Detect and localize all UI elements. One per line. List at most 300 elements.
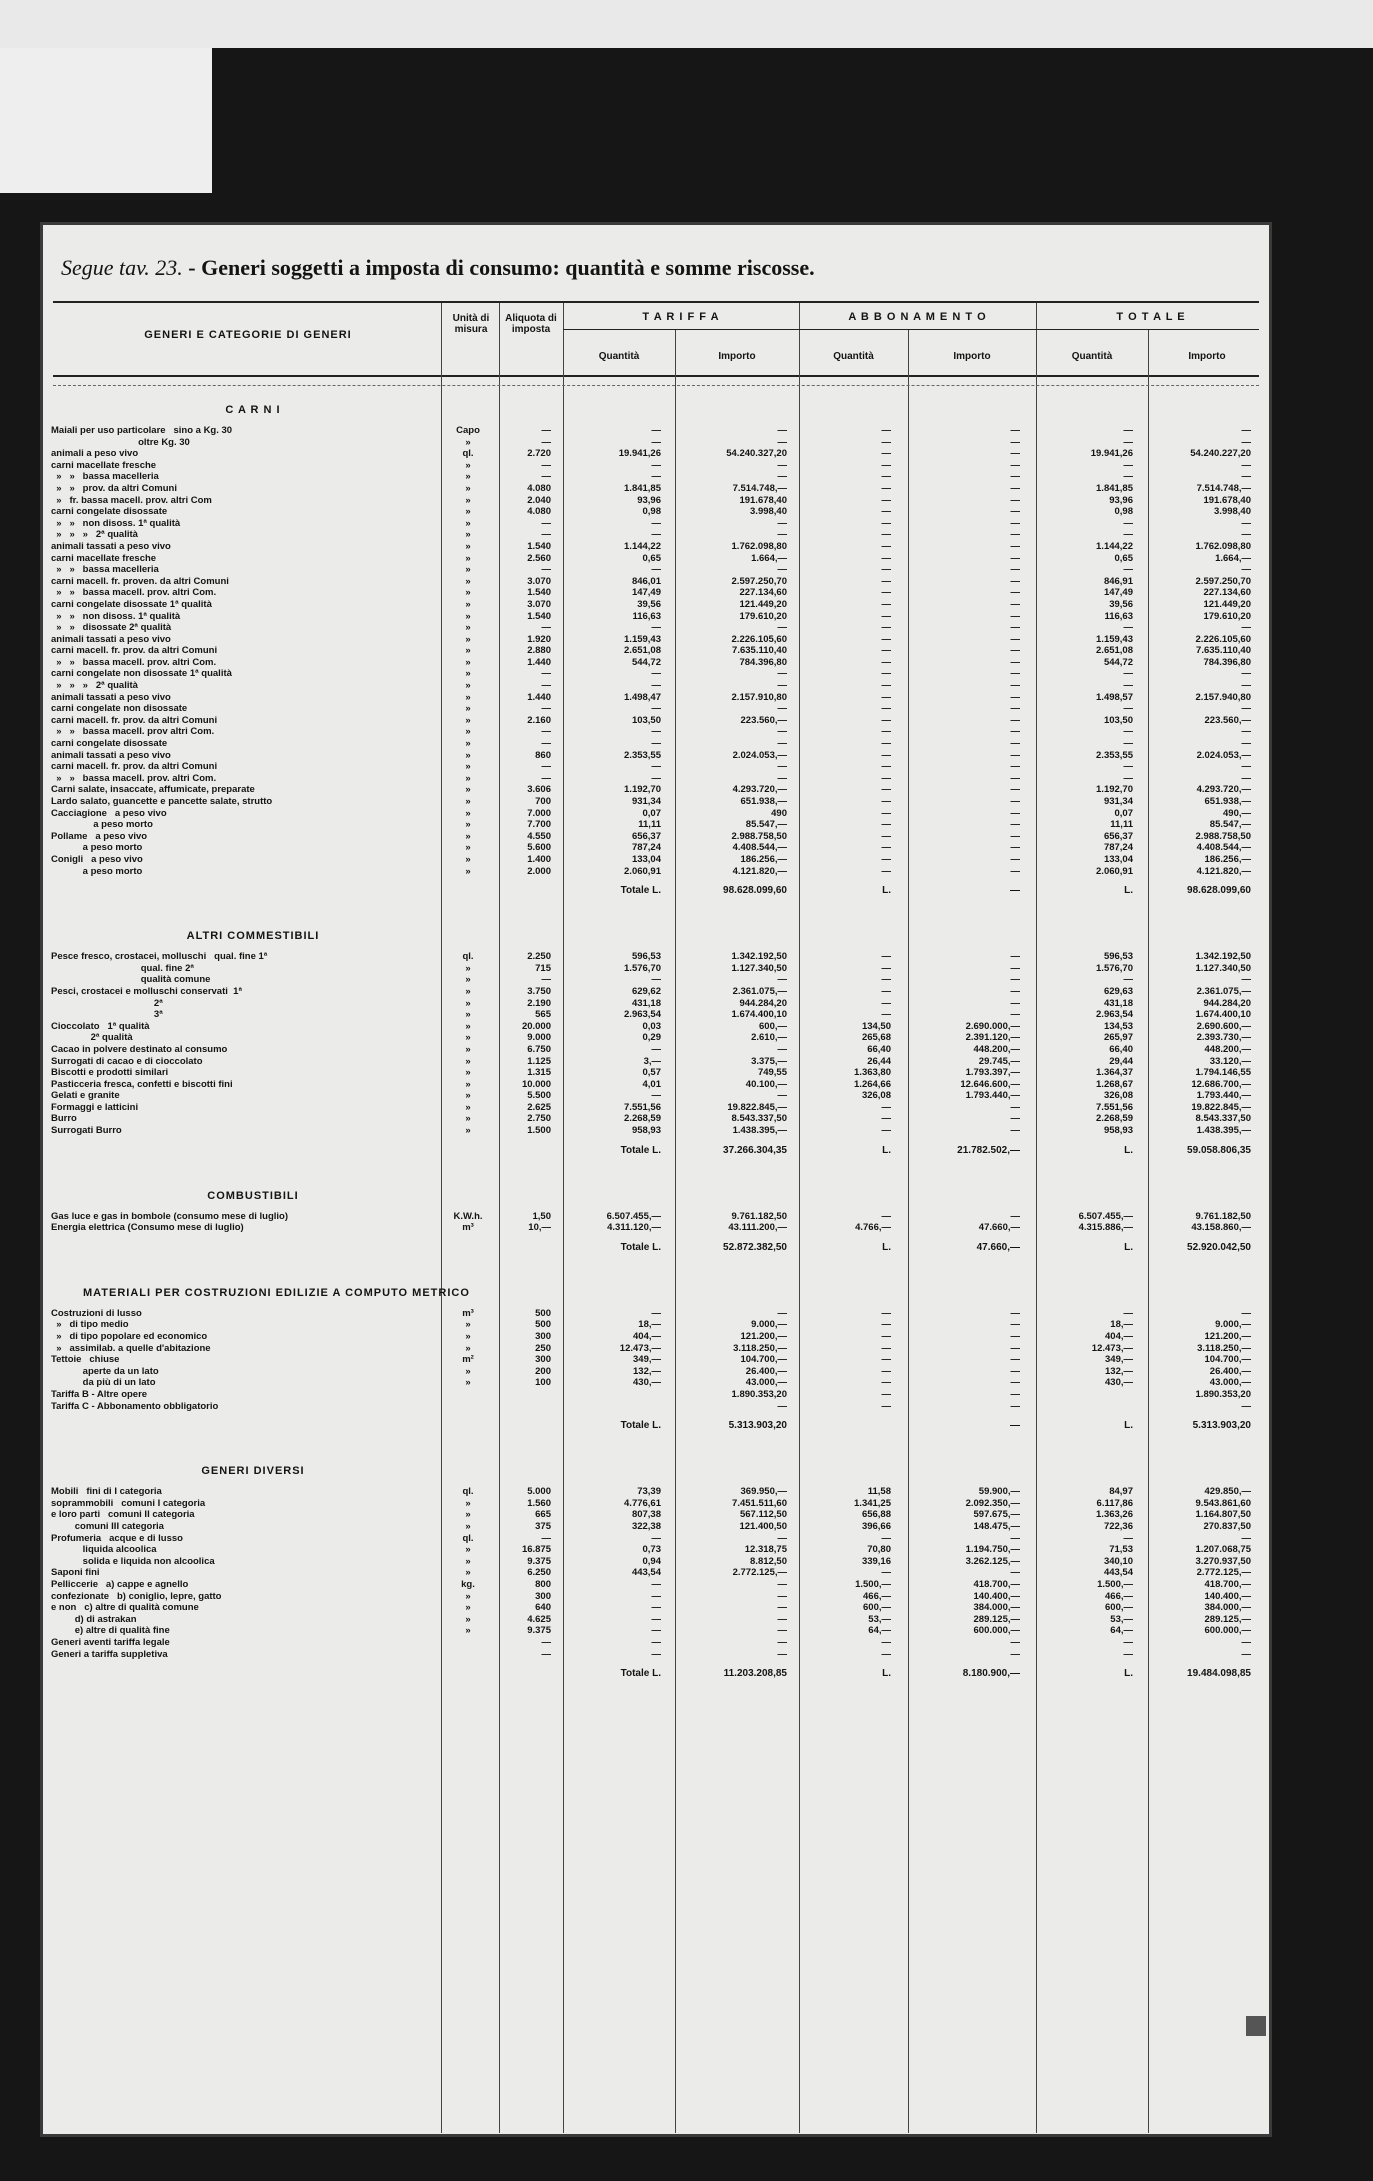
row-unit: »: [465, 1520, 471, 1532]
row-totale-quantita: 71,53: [1109, 1544, 1133, 1556]
row-totale-quantita: 349,—: [1105, 1354, 1133, 1366]
row-abbonamento-quantita: —: [881, 1113, 891, 1125]
row-tariffa-quantita: —: [651, 1648, 661, 1660]
table-row: [43, 796, 1269, 808]
row-abbonamento-importo: 140.400,—: [973, 1590, 1020, 1602]
row-abbonamento-importo: —: [1010, 680, 1020, 692]
table-row: [43, 587, 1269, 599]
row-totale-importo: 19.822.845,—: [1191, 1101, 1251, 1113]
table-row: [43, 1567, 1269, 1579]
row-totale-importo: 223.560,—: [1204, 714, 1251, 726]
row-abbonamento-quantita: —: [881, 436, 891, 448]
section-title: C A R N I: [225, 404, 281, 416]
row-abbonamento-quantita: —: [881, 962, 891, 974]
row-label: » » bassa macell. prov. altri Com.: [51, 656, 217, 668]
row-totale-importo: —: [1241, 529, 1251, 541]
row-totale-quantita: —: [1123, 772, 1133, 784]
row-tariffa-importo: —: [777, 668, 787, 680]
row-abbonamento-importo: —: [1010, 784, 1020, 796]
row-totale-importo: —: [1241, 738, 1251, 750]
row-label: Gelati e granite: [51, 1090, 120, 1102]
row-aliquota: 9.375: [527, 1555, 551, 1567]
row-totale-importo: 1.890.353,20: [1195, 1389, 1251, 1400]
row-tariffa-quantita: —: [651, 668, 661, 680]
row-totale-importo: 3.118.250,—: [1197, 1342, 1251, 1354]
row-totale-quantita: 1.268,67: [1096, 1078, 1133, 1090]
table-row: [43, 808, 1269, 820]
row-aliquota: 640: [535, 1602, 551, 1614]
row-label: Surrogati Burro: [51, 1125, 122, 1137]
total-abbonamento-importo: 8.180.900,—: [962, 1668, 1020, 1680]
row-aliquota: 500: [535, 1307, 551, 1319]
row-unit: »: [465, 1009, 471, 1021]
table-row: [43, 495, 1269, 507]
row-totale-importo: 227.134,60: [1203, 587, 1251, 599]
row-totale-quantita: —: [1123, 564, 1133, 576]
row-abbonamento-importo: —: [1010, 997, 1020, 1009]
row-tariffa-quantita: 404,—: [633, 1331, 661, 1343]
row-abbonamento-importo: —: [1010, 1365, 1020, 1377]
row-totale-quantita: 1.192,70: [1096, 784, 1133, 796]
table-row: [43, 645, 1269, 657]
row-abbonamento-quantita: —: [881, 1342, 891, 1354]
row-abbonamento-importo: —: [1010, 633, 1020, 645]
table-row: [43, 599, 1269, 611]
row-abbonamento-importo: —: [1010, 1342, 1020, 1354]
row-abbonamento-importo: 29.745,—: [978, 1055, 1020, 1067]
total-label: Totale L.: [620, 1420, 661, 1432]
table-row: [43, 963, 1269, 975]
row-tariffa-importo: —: [777, 1648, 787, 1660]
row-totale-quantita: —: [1123, 668, 1133, 680]
row-abbonamento-importo: —: [1010, 951, 1020, 963]
row-totale-quantita: 265,97: [1103, 1032, 1133, 1044]
table-row: [43, 1090, 1269, 1102]
table-row: [43, 819, 1269, 831]
section-title: ALTRI COMMESTIBILI: [186, 930, 320, 943]
section-spacer: [43, 1262, 1269, 1278]
row-tariffa-quantita: 431,18: [631, 997, 661, 1009]
row-unit: »: [465, 668, 471, 680]
row-label: Tariffa B - Altre opere: [51, 1389, 148, 1400]
row-totale-importo: —: [1241, 974, 1251, 986]
row-totale-quantita: —: [1123, 1307, 1133, 1319]
row-totale-quantita: 12.473,—: [1091, 1342, 1133, 1354]
row-tariffa-importo: 7.514.748,—: [732, 482, 787, 494]
table-row: [43, 761, 1269, 773]
row-abbonamento-quantita: 53,—: [868, 1613, 891, 1625]
row-abbonamento-quantita: —: [881, 506, 891, 518]
table-row: [43, 692, 1269, 704]
row-totale-quantita: 93,96: [1109, 494, 1133, 506]
row-abbonamento-quantita: —: [881, 622, 891, 634]
row-tariffa-quantita: —: [651, 738, 661, 750]
table-row: [43, 866, 1269, 878]
row-abbonamento-importo: —: [1010, 587, 1020, 599]
row-tariffa-importo: 26.400,—: [745, 1365, 787, 1377]
table-row: [43, 703, 1269, 715]
table-row: [43, 951, 1269, 963]
row-tariffa-quantita: 103,50: [631, 714, 661, 726]
total-abbonamento-prefix: L.: [882, 1668, 891, 1680]
row-unit: »: [465, 962, 471, 974]
row-abbonamento-importo: —: [1010, 668, 1020, 680]
row-label: » » bassa macell. prov. altri Com.: [51, 772, 217, 784]
row-tariffa-importo: —: [777, 517, 787, 529]
row-abbonamento-quantita: —: [881, 575, 891, 587]
row-unit: »: [465, 1377, 471, 1389]
row-aliquota: 2.720: [527, 448, 551, 460]
row-abbonamento-importo: 47.660,—: [978, 1222, 1020, 1234]
row-unit: »: [465, 1497, 471, 1509]
row-tariffa-importo: 9.000,—: [751, 1319, 787, 1331]
row-tariffa-importo: 121.200,—: [740, 1331, 787, 1343]
row-totale-quantita: —: [1123, 425, 1133, 436]
row-abbonamento-importo: —: [1010, 610, 1020, 622]
row-abbonamento-importo: —: [1010, 714, 1020, 726]
row-tariffa-importo: 2.988.758,50: [731, 830, 787, 842]
row-unit: »: [465, 1365, 471, 1377]
row-totale-importo: 2.988.758,50: [1195, 830, 1251, 842]
total-label: Totale L.: [620, 1241, 661, 1253]
row-abbonamento-quantita: —: [881, 1319, 891, 1331]
row-tariffa-quantita: 349,—: [633, 1354, 661, 1366]
row-abbonamento-quantita: 66,40: [867, 1043, 891, 1055]
row-totale-importo: —: [1241, 1307, 1251, 1319]
table-row: [43, 1486, 1269, 1498]
row-unit: »: [465, 645, 471, 657]
row-tariffa-quantita: 2.060,91: [624, 865, 661, 877]
sub-quantita: Quantità: [1071, 351, 1113, 362]
row-tariffa-importo: 4.408.544,—: [732, 842, 787, 854]
row-unit: »: [465, 1342, 471, 1354]
row-tariffa-importo: —: [777, 1613, 787, 1625]
table-row: [43, 1579, 1269, 1591]
table-row: [43, 576, 1269, 588]
row-aliquota: 700: [535, 796, 551, 807]
row-tariffa-quantita: 0,03: [642, 1020, 661, 1032]
row-unit: »: [465, 1067, 471, 1079]
row-tariffa-quantita: —: [651, 680, 661, 692]
row-totale-importo: —: [1241, 1636, 1251, 1648]
row-totale-quantita: 39,56: [1109, 598, 1133, 610]
sub-quantita: Quantità: [598, 351, 640, 362]
row-unit: »: [465, 598, 471, 610]
row-label: animali tassati a peso vivo: [51, 633, 171, 645]
row-totale-importo: 179.610,20: [1203, 610, 1251, 622]
row-totale-importo: 3.998,40: [1214, 506, 1251, 518]
row-totale-importo: 429.850,—: [1204, 1486, 1251, 1498]
row-aliquota: 1.540: [527, 610, 551, 622]
table-row: [43, 738, 1269, 750]
row-unit: ql.: [462, 1486, 474, 1498]
row-totale-quantita: 430,—: [1105, 1377, 1133, 1389]
row-totale-importo: 186.256,—: [1204, 853, 1251, 865]
row-abbonamento-quantita: —: [881, 552, 891, 564]
row-label: Carni salate, insaccate, affumicate, preparate: [51, 784, 255, 796]
row-abbonamento-quantita: —: [881, 1567, 891, 1579]
row-abbonamento-quantita: 265,68: [861, 1032, 891, 1044]
row-unit: »: [465, 1032, 471, 1044]
row-abbonamento-importo: 3.262.125,—: [965, 1555, 1020, 1567]
row-tariffa-importo: 223.560,—: [740, 714, 787, 726]
row-totale-importo: 121.200,—: [1204, 1331, 1251, 1343]
row-tariffa-quantita: 958,93: [631, 1125, 661, 1137]
row-aliquota: —: [541, 436, 551, 448]
section-total-row: [43, 1234, 1269, 1262]
row-unit: ql.: [462, 448, 474, 460]
row-label: carni macellate fresche: [51, 552, 157, 564]
row-label: » » bassa macelleria: [51, 564, 159, 576]
row-tariffa-importo: 85.547,—: [745, 819, 787, 831]
row-abbonamento-quantita: —: [881, 1400, 891, 1412]
row-totale-quantita: 132,—: [1105, 1365, 1133, 1377]
row-totale-importo: 43.000,—: [1209, 1377, 1251, 1389]
row-totale-quantita: 0,07: [1114, 807, 1133, 819]
row-tariffa-quantita: —: [651, 1307, 661, 1319]
row-abbonamento-quantita: —: [881, 784, 891, 796]
row-label: » » disossate 2ª qualità: [51, 622, 172, 634]
row-unit: »: [465, 819, 471, 831]
section-title: COMBUSTIBILI: [207, 1189, 299, 1202]
row-abbonamento-importo: —: [1010, 1113, 1020, 1125]
row-abbonamento-importo: —: [1010, 645, 1020, 657]
table-row: [43, 1331, 1269, 1343]
row-tariffa-importo: 7.635.110,40: [732, 645, 787, 657]
row-label: da più di un lato: [51, 1377, 156, 1389]
row-abbonamento-importo: —: [1010, 425, 1020, 436]
header-generi: GENERI E CATEGORIE DI GENERI: [144, 329, 352, 341]
row-aliquota: —: [541, 1532, 551, 1544]
row-abbonamento-quantita: —: [881, 668, 891, 680]
row-abbonamento-quantita: —: [881, 1365, 891, 1377]
row-abbonamento-quantita: 656,88: [861, 1509, 891, 1521]
row-label: aperte da un lato: [51, 1365, 159, 1377]
section-spacer: [43, 1688, 1269, 1704]
row-tariffa-quantita: —: [651, 1613, 661, 1625]
row-totale-quantita: —: [1123, 622, 1133, 634]
sub-quantita: Quantità: [833, 351, 874, 362]
row-label: qualità comune: [51, 974, 211, 986]
row-aliquota: 1.440: [527, 691, 551, 703]
row-abbonamento-quantita: —: [881, 645, 891, 657]
total-label: Totale L.: [620, 1668, 661, 1680]
row-aliquota: 3.070: [527, 575, 551, 587]
row-label: liquida alcoolica: [51, 1544, 157, 1556]
row-unit: »: [465, 633, 471, 645]
row-aliquota: 1.125: [527, 1055, 551, 1067]
total-abbonamento-importo: 47.660,—: [976, 1241, 1020, 1253]
row-aliquota: 250: [535, 1342, 551, 1354]
row-abbonamento-quantita: —: [881, 997, 891, 1009]
row-abbonamento-quantita: —: [881, 749, 891, 761]
header-mid-rule: [563, 329, 1259, 330]
row-unit: »: [465, 853, 471, 865]
row-unit: »: [465, 985, 471, 997]
row-abbonamento-quantita: 326,08: [861, 1090, 891, 1102]
row-totale-importo: 2.690.600,—: [1196, 1020, 1251, 1032]
total-importo: 52.920.042,50: [1187, 1241, 1251, 1253]
row-unit: »: [465, 1567, 471, 1579]
row-tariffa-importo: —: [777, 1590, 787, 1602]
row-label: a peso morto: [51, 842, 143, 854]
row-unit: »: [465, 1331, 471, 1343]
row-aliquota: 1.560: [527, 1497, 551, 1509]
row-tariffa-importo: —: [777, 1636, 787, 1648]
row-aliquota: —: [541, 726, 551, 738]
row-totale-importo: 1.664,—: [1215, 552, 1251, 564]
row-tariffa-quantita: 2.651,08: [624, 645, 661, 657]
row-label: » » non disoss. 1ª qualità: [51, 517, 181, 529]
row-tariffa-quantita: —: [651, 1532, 661, 1544]
row-aliquota: 2.250: [527, 951, 551, 963]
row-abbonamento-quantita: —: [881, 494, 891, 506]
row-tariffa-importo: —: [777, 680, 787, 692]
row-label: e) altre di qualità fine: [51, 1625, 170, 1637]
row-abbonamento-quantita: —: [881, 738, 891, 750]
row-unit: »: [465, 738, 471, 750]
row-label: » » » 2ª qualità: [51, 680, 138, 692]
table-row: [43, 680, 1269, 692]
row-abbonamento-quantita: —: [881, 471, 891, 483]
row-totale-quantita: 0,98: [1114, 506, 1133, 518]
row-abbonamento-importo: —: [1010, 1125, 1020, 1137]
row-totale-importo: 1.438.395,—: [1196, 1125, 1251, 1137]
row-totale-importo: 3.270.937,50: [1195, 1555, 1251, 1567]
row-tariffa-importo: 19.822.845,—: [727, 1101, 787, 1113]
row-tariffa-importo: 2.024.053,—: [732, 749, 787, 761]
row-aliquota: —: [541, 738, 551, 750]
row-tariffa-quantita: 73,39: [637, 1486, 661, 1498]
row-tariffa-importo: —: [777, 1532, 787, 1544]
row-tariffa-quantita: 430,—: [633, 1377, 661, 1389]
row-totale-quantita: 1.144,22: [1096, 540, 1133, 552]
row-unit: »: [465, 842, 471, 854]
row-aliquota: 1,50: [532, 1210, 551, 1222]
row-totale-importo: 944.284,20: [1203, 997, 1251, 1009]
row-label: Biscotti e prodotti similari: [51, 1067, 169, 1079]
row-aliquota: 4.080: [527, 482, 551, 494]
row-tariffa-quantita: 147,49: [631, 587, 661, 599]
total-prefix: L.: [1124, 1420, 1133, 1432]
row-label: animali tassati a peso vivo: [51, 691, 171, 703]
row-label: Tariffa C - Abbonamento obbligatorio: [51, 1400, 219, 1412]
row-abbonamento-quantita: —: [881, 1377, 891, 1389]
row-totale-importo: 4.408.544,—: [1196, 842, 1251, 854]
total-prefix: L.: [1124, 885, 1133, 897]
row-label: » » bassa macell. prov. altri Com.: [51, 587, 217, 599]
row-tariffa-importo: 1.438.395,—: [732, 1125, 787, 1137]
row-label: Formaggi e latticini: [51, 1101, 139, 1113]
table-row: [43, 553, 1269, 565]
row-tariffa-quantita: —: [651, 471, 661, 483]
row-totale-importo: 289.125,—: [1204, 1613, 1251, 1625]
row-totale-importo: 4.293.720,—: [1196, 784, 1251, 796]
row-totale-quantita: 2.651,08: [1096, 645, 1133, 657]
row-totale-importo: 191.678,40: [1203, 494, 1251, 506]
table-row: [43, 622, 1269, 634]
row-totale-importo: 1.164.807,50: [1195, 1509, 1251, 1521]
row-label: » » non disoss. 1ª qualità: [51, 610, 181, 622]
row-abbonamento-importo: —: [1010, 974, 1020, 986]
row-tariffa-importo: —: [777, 459, 787, 471]
row-totale-quantita: —: [1123, 761, 1133, 773]
row-tariffa-importo: 43.111.200,—: [728, 1222, 787, 1234]
row-label: animali tassati a peso vivo: [51, 749, 171, 761]
row-label: carni macell. fr. proven. da altri Comuni: [51, 575, 229, 587]
row-abbonamento-importo: —: [1010, 1532, 1020, 1544]
row-label: carni macell. fr. prov. da altri Comuni: [51, 645, 218, 657]
row-totale-quantita: 134,53: [1103, 1020, 1133, 1032]
row-label: Energia elettrica (Consumo mese di luglio): [51, 1222, 244, 1234]
row-aliquota: —: [541, 703, 551, 715]
row-tariffa-quantita: —: [651, 1625, 661, 1637]
row-unit: »: [465, 1625, 471, 1637]
row-tariffa-quantita: 2.268,59: [624, 1113, 661, 1125]
row-abbonamento-quantita: —: [881, 529, 891, 541]
row-abbonamento-importo: —: [1010, 1210, 1020, 1222]
row-unit: »: [465, 1020, 471, 1032]
row-tariffa-quantita: 0,73: [642, 1544, 661, 1556]
row-totale-quantita: —: [1123, 529, 1133, 541]
row-aliquota: 1.315: [527, 1067, 551, 1079]
row-tariffa-importo: —: [777, 425, 787, 436]
row-totale-quantita: —: [1123, 459, 1133, 471]
row-label: Tettoie chiuse: [51, 1354, 120, 1366]
row-unit: kg.: [461, 1578, 475, 1590]
row-tariffa-quantita: 18,—: [638, 1319, 661, 1331]
row-label: Maiali per uso particolare sino a Kg. 30: [51, 425, 233, 436]
row-unit: Capo: [456, 425, 480, 436]
row-aliquota: —: [541, 761, 551, 773]
row-totale-importo: —: [1241, 564, 1251, 576]
row-unit: »: [465, 784, 471, 796]
row-aliquota: —: [541, 564, 551, 576]
row-tariffa-importo: —: [777, 1307, 787, 1319]
table-row: [43, 1509, 1269, 1521]
row-tariffa-quantita: 1.498,47: [624, 691, 661, 703]
row-totale-importo: —: [1241, 1532, 1251, 1544]
row-totale-importo: 140.400,—: [1204, 1590, 1251, 1602]
row-totale-quantita: 7.551,56: [1096, 1101, 1133, 1113]
row-abbonamento-importo: —: [1010, 962, 1020, 974]
row-tariffa-quantita: —: [651, 529, 661, 541]
table-row: [43, 1354, 1269, 1366]
row-unit: »: [465, 459, 471, 471]
row-label: oltre Kg. 30: [51, 436, 190, 448]
table-row: [43, 854, 1269, 866]
row-abbonamento-importo: —: [1010, 691, 1020, 703]
row-abbonamento-importo: —: [1010, 1009, 1020, 1021]
total-tariffa-importo: 11.203.208,85: [723, 1668, 787, 1680]
row-tariffa-importo: 944.284,20: [739, 997, 787, 1009]
row-totale-quantita: 722,36: [1103, 1520, 1133, 1532]
row-unit: ql.: [462, 1532, 474, 1544]
row-aliquota: —: [541, 974, 551, 986]
row-abbonamento-quantita: —: [881, 985, 891, 997]
row-totale-importo: 1.794.146,55: [1195, 1067, 1251, 1079]
table-row: [43, 657, 1269, 669]
row-unit: »: [465, 1555, 471, 1567]
header-unita: Unità di misura: [452, 313, 490, 335]
row-abbonamento-quantita: —: [881, 691, 891, 703]
header-abbonamento: A B B O N A M E N T O: [848, 311, 987, 323]
header-dash-rule: [53, 385, 1259, 386]
row-totale-importo: 1.674.400,10: [1195, 1009, 1251, 1021]
row-abbonamento-importo: —: [1010, 842, 1020, 854]
row-abbonamento-quantita: —: [881, 726, 891, 738]
row-abbonamento-importo: —: [1010, 471, 1020, 483]
